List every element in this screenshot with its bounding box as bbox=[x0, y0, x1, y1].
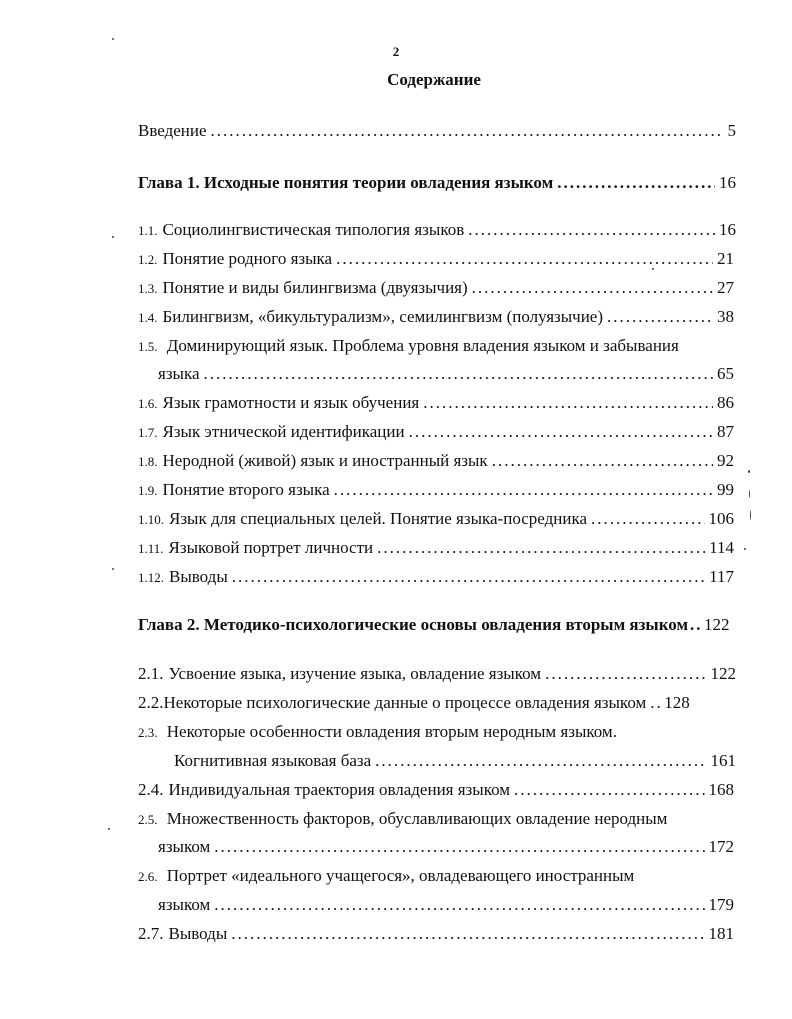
leader-dots bbox=[514, 780, 704, 800]
toc-entry-label-cont: Когнитивная языковая база bbox=[174, 751, 372, 770]
scan-speck bbox=[108, 828, 110, 830]
toc-entry-page: 172 bbox=[708, 837, 734, 856]
toc-entry-first-line bbox=[138, 866, 634, 887]
toc-entry-number: 2.3. bbox=[138, 725, 158, 740]
toc-entry-number: 1.9. bbox=[138, 483, 158, 498]
scan-speck bbox=[750, 510, 751, 520]
toc-entry bbox=[138, 924, 734, 944]
toc-entry-page: 99 bbox=[717, 480, 734, 499]
toc-entry-number: 1.4. bbox=[138, 310, 158, 325]
toc-entry-number: 1.7. bbox=[138, 425, 158, 440]
toc-entry-first-line bbox=[138, 336, 679, 357]
page-title: Содержание bbox=[387, 70, 481, 89]
toc-entry-label: Некоторые психологические данные о процессе овладения языком bbox=[163, 693, 647, 712]
toc-entry-label: Выводы bbox=[169, 567, 228, 586]
toc-entry-page: 21 bbox=[717, 249, 734, 268]
scan-speck bbox=[112, 236, 114, 238]
leader-dots bbox=[336, 249, 713, 269]
toc-entry-label-cont: языком bbox=[158, 837, 211, 856]
toc-entry-page: 179 bbox=[708, 895, 734, 914]
toc-entry-label-cont: языка bbox=[158, 364, 200, 383]
leader-dots bbox=[214, 895, 704, 915]
toc-entry-intro bbox=[138, 121, 736, 141]
toc-entry-page: 168 bbox=[708, 780, 734, 799]
toc-entry-number: 2.5. bbox=[138, 812, 158, 827]
toc-entry-label: Понятие и виды билингвизма (двуязычия) bbox=[162, 278, 468, 297]
toc-entry-page: 27 bbox=[717, 278, 734, 297]
toc-entry-page: 122 bbox=[710, 664, 736, 683]
leader-dots bbox=[545, 664, 706, 684]
toc-chapter-label: Глава 2. Методико-психологические основы овладения вторым языком bbox=[138, 615, 689, 634]
toc-entry bbox=[138, 220, 736, 241]
toc-entry-number: 1.11. bbox=[138, 541, 164, 556]
toc-entry bbox=[138, 480, 734, 501]
page-number: 2 bbox=[392, 44, 400, 59]
toc-entry-number: 1.3. bbox=[138, 281, 158, 296]
toc-entry-page: 16 bbox=[719, 220, 736, 239]
toc-entry-continuation bbox=[158, 837, 734, 857]
toc-entry-label: Введение bbox=[138, 121, 207, 140]
scan-speck bbox=[744, 548, 746, 550]
toc-chapter-label: Глава 1. Исходные понятия теории овладения языком bbox=[138, 173, 554, 192]
leader-dots bbox=[492, 451, 713, 471]
toc-entry-label: Неродной (живой) язык и иностранный язык bbox=[162, 451, 488, 470]
leader-dots bbox=[334, 480, 713, 500]
toc-entry-label: Социолингвистическая типология языков bbox=[162, 220, 465, 239]
leader-dots bbox=[650, 693, 660, 713]
toc-entry-page: 106 bbox=[708, 509, 734, 528]
toc-entry-page: 5 bbox=[727, 121, 736, 140]
leader-dots bbox=[232, 567, 705, 587]
toc-entry-page: 92 bbox=[717, 451, 734, 470]
toc-entry-page: 181 bbox=[708, 924, 734, 943]
toc-entry-label: Некоторые особенности овладения вторым неродным языком. bbox=[166, 722, 617, 741]
toc-entry-continuation bbox=[174, 751, 736, 771]
toc-entry-label: Язык для специальных целей. Понятие языка-посредника bbox=[169, 509, 588, 528]
toc-entry-continuation bbox=[158, 895, 734, 915]
toc-entry-label: Понятие второго языка bbox=[162, 480, 330, 499]
toc-entry-first-line bbox=[138, 809, 667, 830]
toc-entry-number: 1.1. bbox=[138, 223, 158, 238]
toc-entry-label: Билингвизм, «бикультурализм», семилингвизм (полуязычие) bbox=[162, 307, 604, 326]
toc-entry-page: 161 bbox=[710, 751, 736, 770]
toc-entry-continuation bbox=[158, 364, 734, 384]
leader-dots bbox=[557, 173, 715, 193]
toc-entry-label: Язык грамотности и язык обучения bbox=[162, 393, 420, 412]
toc-entry bbox=[138, 278, 734, 299]
toc-entry bbox=[138, 538, 734, 559]
toc-entry-number: 1.10. bbox=[138, 512, 164, 527]
leader-dots bbox=[690, 615, 702, 635]
toc-entry-label: Выводы bbox=[168, 924, 228, 943]
toc-chapter-page: 16 bbox=[719, 173, 736, 192]
toc-entry-page: 87 bbox=[717, 422, 734, 441]
scan-speck bbox=[652, 268, 654, 270]
toc-entry-page: 117 bbox=[709, 567, 734, 586]
toc-entry bbox=[138, 780, 734, 800]
toc-entry-label: Доминирующий язык. Проблема уровня владения языком и забывания bbox=[166, 336, 679, 355]
leader-dots bbox=[468, 220, 715, 240]
toc-entry-label: Множественность факторов, обуславливающих овладение неродным bbox=[166, 809, 668, 828]
toc-entry bbox=[138, 307, 734, 328]
toc-entry-number: 1.12. bbox=[138, 570, 164, 585]
toc-entry-page: 114 bbox=[709, 538, 734, 557]
toc-chapter-1 bbox=[138, 173, 736, 193]
leader-dots bbox=[231, 924, 704, 944]
leader-dots bbox=[377, 538, 705, 558]
scan-speck bbox=[112, 38, 114, 40]
toc-entry bbox=[138, 693, 736, 713]
toc-entry-number: 1.8. bbox=[138, 454, 158, 469]
leader-dots bbox=[375, 751, 706, 771]
toc-chapter-page: 122 bbox=[704, 615, 730, 634]
toc-entry-label: Язык этнической идентификации bbox=[162, 422, 405, 441]
toc-entry-number: 1.2. bbox=[138, 252, 158, 267]
toc-entry-number: 2.2. bbox=[138, 693, 164, 712]
toc-entry bbox=[138, 422, 734, 443]
toc-entry bbox=[138, 664, 736, 684]
toc-entry-number: 1.5. bbox=[138, 339, 158, 354]
toc-entry-page: 128 bbox=[664, 693, 690, 712]
toc-entry-number: 1.6. bbox=[138, 396, 158, 411]
toc-entry bbox=[138, 451, 734, 472]
leader-dots bbox=[423, 393, 713, 413]
toc-entry-page: 38 bbox=[717, 307, 734, 326]
toc-entry-page: 86 bbox=[717, 393, 734, 412]
toc-entry bbox=[138, 567, 734, 588]
toc-entry-label: Понятие родного языка bbox=[162, 249, 333, 268]
toc-entry-label: Индивидуальная траектория овладения языком bbox=[168, 780, 511, 799]
toc-entry bbox=[138, 249, 734, 270]
toc-entry-number: 2.7. bbox=[138, 924, 164, 943]
toc-entry-label: Портрет «идеального учащегося», овладевающего иностранным bbox=[166, 866, 635, 885]
leader-dots bbox=[204, 364, 713, 384]
leader-dots bbox=[409, 422, 713, 442]
toc-chapter-2 bbox=[138, 615, 736, 635]
leader-dots bbox=[211, 121, 724, 141]
scan-speck bbox=[112, 568, 114, 570]
toc-entry-first-line bbox=[138, 722, 617, 743]
toc-entry-label: Языковой портрет личности bbox=[168, 538, 374, 557]
toc-entry-number: 2.4. bbox=[138, 780, 164, 799]
toc-entry-number: 2.1. bbox=[138, 664, 164, 683]
toc-entry-number: 2.6. bbox=[138, 869, 158, 884]
scan-speck bbox=[748, 470, 750, 473]
toc-entry bbox=[138, 509, 734, 530]
toc-entry-page: 65 bbox=[717, 364, 734, 383]
toc-entry bbox=[138, 393, 734, 414]
toc-entry-label: Усвоение языка, изучение языка, овладение языком bbox=[168, 664, 542, 683]
leader-dots bbox=[607, 307, 713, 327]
toc-entry-label-cont: языком bbox=[158, 895, 211, 914]
leader-dots bbox=[214, 837, 704, 857]
leader-dots bbox=[591, 509, 704, 529]
leader-dots bbox=[472, 278, 713, 298]
scan-speck bbox=[749, 490, 750, 498]
